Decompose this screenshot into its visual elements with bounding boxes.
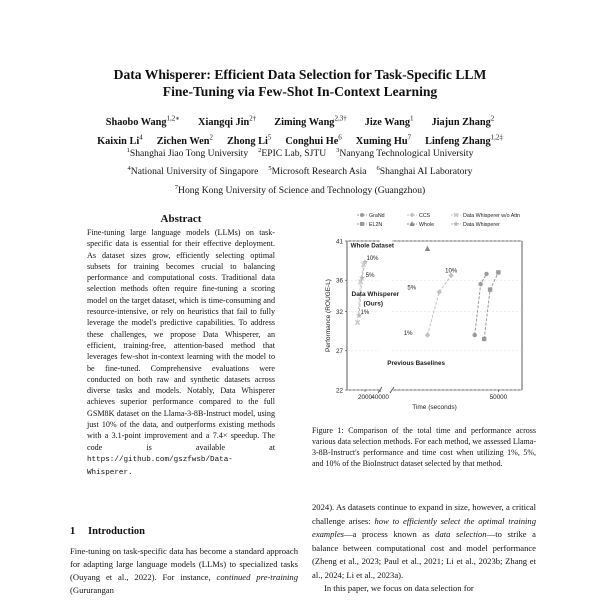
affiliation — [336, 148, 473, 159]
author-sup: 5 — [267, 133, 272, 142]
author — [432, 117, 495, 128]
author-name: Ziming Wang — [274, 117, 335, 129]
legend-label: Data Whisperer — [463, 222, 500, 228]
x-tick-label: 40000 — [371, 394, 389, 401]
introduction-text — [70, 545, 298, 597]
affiliation-row — [40, 143, 560, 161]
section-heading-introduction — [70, 526, 145, 537]
author-name: Jize Wang — [364, 117, 410, 129]
x-tick-label: 50000 — [489, 394, 508, 401]
data-point — [488, 287, 492, 291]
data-point — [425, 332, 430, 337]
affiliation-sup: 7 — [174, 183, 179, 191]
author-sup: 2† — [249, 115, 257, 123]
author-row — [40, 112, 560, 130]
author — [274, 117, 346, 128]
data-point — [473, 333, 477, 337]
affiliation — [377, 166, 473, 177]
affiliation-row — [40, 179, 560, 197]
right-text-f: In this paper, we focus on data selection for — [324, 583, 474, 593]
y-axis-label: Performance (ROUGE-L) — [325, 279, 332, 352]
annotation-pct: 5% — [407, 285, 417, 292]
y-tick-label: 32 — [335, 308, 343, 316]
annotation-pct: 10% — [445, 268, 458, 275]
caption-text: Figure 1: Comparison of the total time and performance across various data selection methods. For each method, we assessed Llama-3-8B-Instruct's performance and time cost when utilizing 1%, 5%, and 10% of the BioInstruct dataset selected by that method. — [312, 426, 536, 468]
affiliation-sup: 2 — [258, 147, 262, 154]
annotation-pct: 10% — [366, 255, 379, 262]
author-name: Xuming Hu — [355, 135, 408, 147]
annotation-whole-dataset: Whole Dataset — [350, 242, 395, 250]
x-axis-label: Time (seconds) — [412, 404, 457, 411]
affiliation-list — [40, 143, 560, 198]
annotation-pct: 1% — [360, 309, 370, 316]
performance-time-chart — [310, 207, 535, 422]
legend-marker — [410, 213, 415, 218]
annotation-ours: (Ours) — [363, 300, 383, 308]
affiliation-text: Shanghai Jiao Tong University — [129, 148, 249, 160]
legend-label: Data Whisperer w/o Attn — [463, 213, 521, 219]
affiliation-sup: 6 — [376, 165, 380, 173]
legend-marker — [360, 213, 364, 217]
author-sup: 2 — [490, 115, 495, 123]
author-sup: 1 — [410, 115, 414, 123]
y-tick-label: 41 — [335, 238, 343, 246]
author-name: Xiangqi Jin — [198, 117, 250, 129]
data-point — [482, 337, 486, 341]
author-sup: 4 — [139, 133, 143, 142]
right-text-a: 2024). As datasets continue to expand in size, however, a critical challenge arises: — [312, 502, 536, 526]
affiliation — [175, 185, 425, 196]
affiliation-text: EPIC Lab, SJTU — [261, 148, 327, 160]
affiliation-text: National University of Singapore — [130, 166, 259, 178]
data-point — [484, 272, 488, 276]
author-sup: 6 — [338, 133, 342, 142]
title-line-2: Fine-Tuning via Few-Shot In-Context Learning — [162, 84, 438, 99]
affiliation-text: Shanghai AI Laboratory — [379, 166, 473, 178]
affiliation — [258, 148, 326, 159]
author-sup: 7 — [407, 133, 412, 142]
annotation-data-whisperer: Data Whisperer — [351, 290, 400, 298]
intro-text-a: Fine-tuning on task-specific data has become a standard approach for adapting large language models (LLMs) to specialized tasks (Ouyang et al., 2022). For instance, — [70, 546, 298, 582]
section-number: 1 — [70, 526, 76, 537]
affiliation-text: Microsoft Research Asia — [271, 166, 367, 178]
author — [198, 117, 256, 128]
affiliation-sup: 5 — [268, 165, 272, 173]
author — [106, 117, 180, 128]
affiliation-row — [40, 161, 560, 179]
right-column-text — [312, 501, 536, 596]
affiliation-text: Hong Kong University of Science and Technology (Guangzhou) — [178, 184, 426, 196]
data-point — [478, 282, 482, 286]
affiliation — [268, 166, 366, 177]
affiliation-sup: 3 — [336, 147, 340, 154]
section-title: Introduction — [88, 526, 145, 537]
author-name: Jiajun Zhang — [431, 117, 491, 129]
intro-text-b: continued pre-training — [216, 572, 298, 582]
author-name: Linfeng Zhang — [425, 135, 491, 147]
annotation-pct: 5% — [365, 273, 375, 280]
annotation-pct: 1% — [403, 331, 413, 338]
series-line — [427, 276, 451, 336]
affiliation-sup: 4 — [127, 165, 131, 173]
author-name: Zhong Li — [226, 135, 268, 147]
author-sup: 1,2‡ — [490, 133, 503, 142]
author — [365, 117, 414, 128]
paper-title — [40, 66, 560, 100]
intro-text-c: (Gururangan — [70, 585, 114, 595]
annotation-previous-baselines: Previous Baselines — [387, 359, 446, 367]
x-tick-label: 2000 — [357, 394, 373, 401]
y-tick-label: 27 — [335, 348, 343, 356]
title-line-1: Data Whisperer: Efficient Data Selection for Task-Specific LLM — [113, 67, 487, 82]
author-name: Zichen Wen — [156, 135, 210, 147]
legend-label: EL2N — [369, 222, 383, 228]
figure-1 — [310, 207, 535, 422]
affiliation-sup: 1 — [126, 147, 130, 154]
legend-label: Whole — [419, 222, 435, 228]
author-sup: 1,2∗ — [166, 115, 181, 123]
abstract-text: Fine-tuning large language models (LLMs) on task-specific data is essential for their effective deployment. As dataset sizes grow, efficiently selecting optimal subsets for training becomes crucial to balancing performance and computational costs. Traditional data selection methods often require fine-tuning a scoring model on the target dataset, which is time-consuming and resource-intensive, or rely on heuristics that fail to fully leverage the model's predictive capabilities. To address these challenges, we propose Data Whisperer, an efficient, training-free, attention-based method that leverages few-shot in-context learning with the model to be fine-tuned. Comprehensive evaluations were conducted on both raw and synthetic datasets across diverse tasks and models. Notably, Data Whisperer achieves superior performance compared to the full GSM8K dataset on the Llama-3-8B-Instruct model, using just 10% of the data, and outperforms existing methods with a 3.1-point improvement and a 7.4× speedup. The code is available at — [87, 228, 275, 452]
author-name: Shaobo Wang — [105, 117, 167, 129]
author-name: Conghui He — [285, 135, 339, 147]
y-tick-label: 22 — [335, 387, 343, 395]
abstract-body — [87, 227, 275, 480]
legend-label: CCS — [419, 213, 431, 219]
y-tick-label: 36 — [335, 277, 343, 285]
affiliation — [127, 148, 249, 159]
data-point — [496, 270, 500, 274]
author-sup: 2 — [209, 133, 213, 142]
code-link[interactable]: https://github.com/gszfwsb/Data-Whisperer. — [87, 455, 233, 478]
affiliation-text: Nanyang Technological University — [339, 148, 474, 160]
legend-marker — [360, 222, 364, 226]
author-name: Kaixin Li — [97, 135, 140, 147]
figure-1-caption — [312, 425, 536, 469]
affiliation — [128, 166, 259, 177]
abstract-heading: Abstract — [160, 213, 202, 225]
data-point — [425, 246, 430, 251]
legend-label: GraNd — [369, 213, 385, 219]
right-text-b: how to efficiently select the optimal training examples — [312, 515, 536, 539]
legend-marker — [453, 221, 459, 226]
right-text-d: data selection — [435, 529, 487, 539]
right-text-e: —to strike a balance between computational cost and model performance (Zheng et al., 2023; Paul et al., 2021; Li et al., 2023b; Zhang et al., 2024; Li et al., 2023a). — [312, 529, 536, 580]
author-sup: 2,3† — [334, 115, 347, 123]
right-text-c: —a process known as — [343, 529, 436, 539]
series-line — [484, 272, 498, 339]
